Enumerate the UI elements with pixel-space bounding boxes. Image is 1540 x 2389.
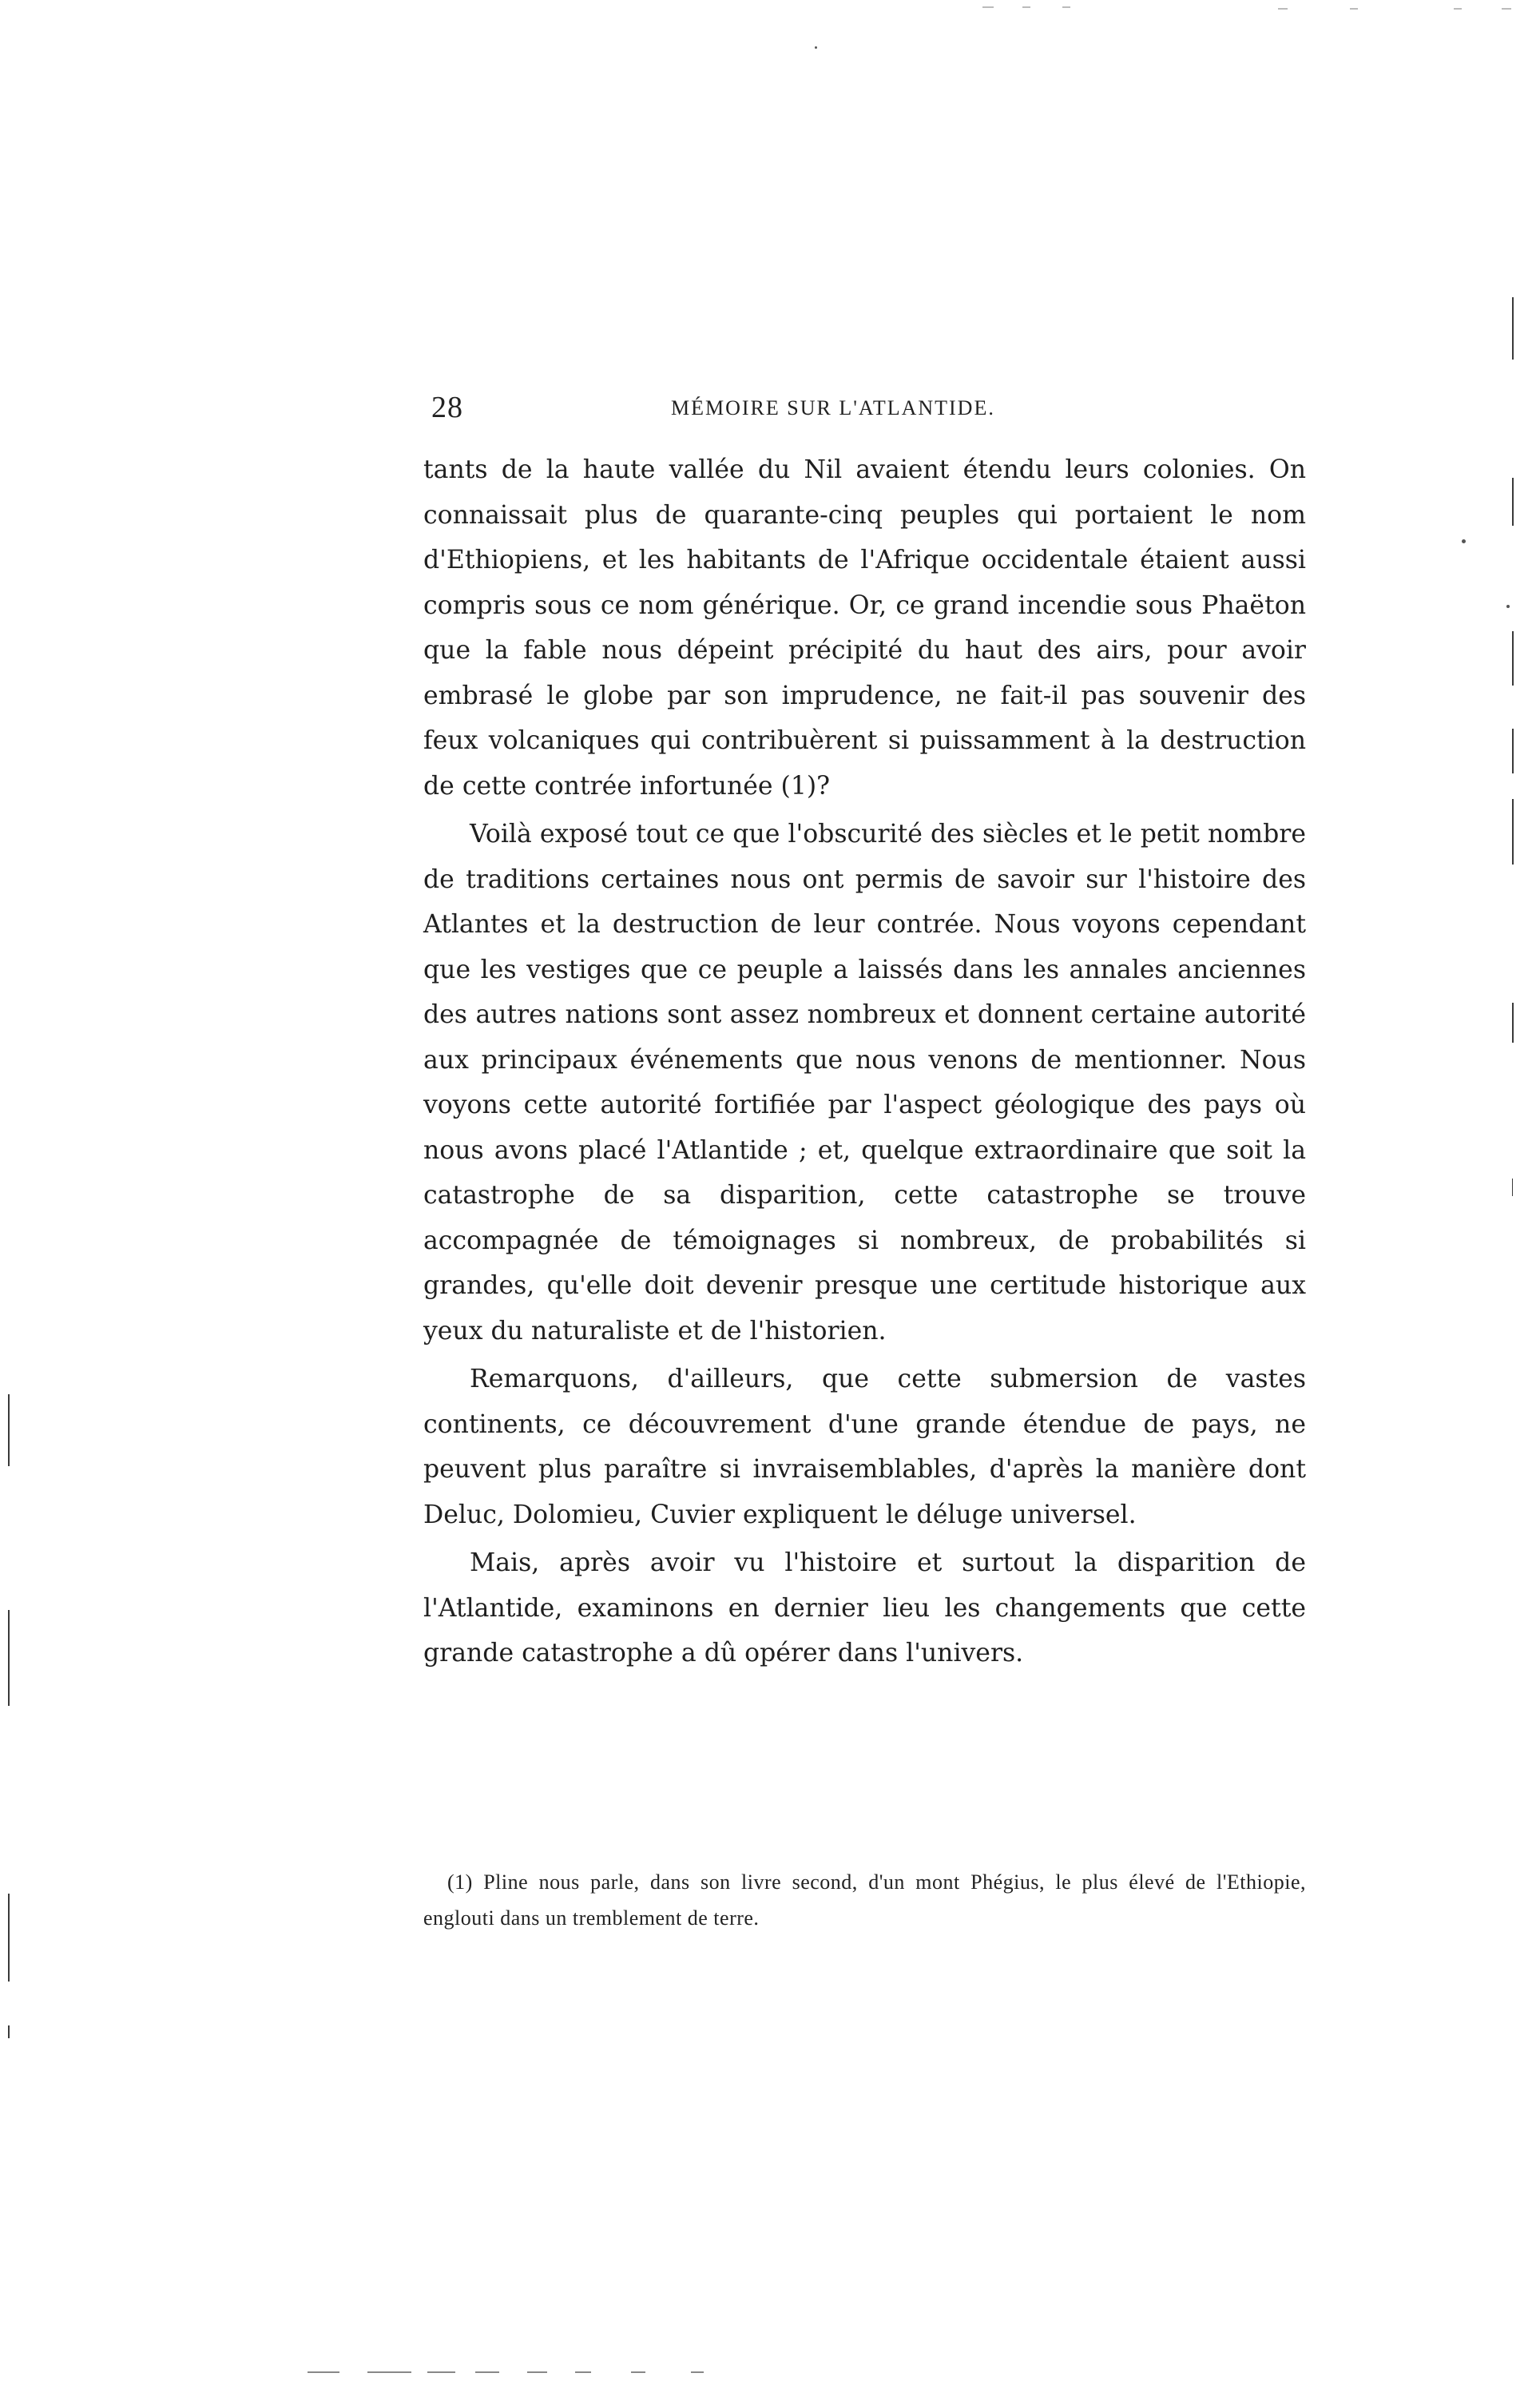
scan-top-dash	[1454, 8, 1462, 10]
scan-bottom-dash	[308, 2371, 339, 2373]
paragraph: Remarquons, d'ailleurs, que cette submersion de vastes continents, ce découvrement d'une grande étendue de pays, ne peuvent plus paraître si invraisemblables, d'après la manière dont Deluc, Dolomieu, Cuvier expliquent le déluge universel.	[423, 1365, 1306, 1529]
page-number: 28	[431, 391, 463, 424]
running-title: MÉMOIRE SUR L'ATLANTIDE.	[671, 396, 995, 419]
paragraph-continuation: tants de la haute vallée du Nil avaient étendu leurs colonies. On connaissait plus de quarante-cinq peuples qui portaient le nom d'Ethiopiens, et les habitants de l'Afrique occidentale étaient aussi compris sous ce nom générique. Or, ce grand incendie sous Phaëton que la fable nous dépeint précipité du haut des airs, pour avoir embrasé le globe par son imprudence, ne fait-il pas souvenir des feux volcaniques qui contribuèrent si puissamment à la destruction de cette contrée infortunée (1)?	[423, 455, 1306, 801]
footnote: (1) Pline nous parle, dans son livre second, d'un mont Phégius, le plus élevé de l'Ethiopie, englouti dans un tremblement de terre.	[423, 1870, 1306, 1930]
body-text	[423, 447, 1306, 1676]
scan-edge-mark	[1512, 631, 1514, 686]
scan-edge-mark	[8, 1610, 10, 1706]
page-header	[423, 390, 1310, 438]
scan-top-dash	[1022, 6, 1030, 8]
scan-bottom-dash	[367, 2371, 411, 2373]
scan-top-dash	[982, 6, 994, 8]
scan-edge-mark	[8, 1394, 10, 1466]
scan-speck	[1506, 605, 1510, 608]
paragraph: Voilà exposé tout ce que l'obscurité des siècles et le petit nombre de traditions certaines nous ont permis de savoir sur l'histoire des Atlantes et la destruction de leur contrée. Nous voyons cependant que les vestiges que ce peuple a laissés dans les annales anciennes des autres nations sont assez nombreux et donnent certaine autorité aux principaux événements que nous venons de mentionner. Nous voyons cette autorité fortifiée par l'aspect géologique des pays où nous avons placé l'Atlantide ; et, quelque extraordinaire que soit la catastrophe de sa disparition, cette catastrophe se trouve accompagnée de témoignages si nombreux, de probabilités si grandes, qu'elle doit devenir presque une certitude historique aux yeux du naturaliste et de l'historien.	[423, 820, 1306, 1346]
scan-edge-mark	[1512, 478, 1514, 526]
paragraph: Mais, après avoir vu l'histoire et surtout la disparition de l'Atlantide, examinons en dernier lieu les changements que cette grande catastrophe a dû opérer dans l'univers.	[423, 1548, 1306, 1668]
scan-speck	[815, 46, 817, 49]
scan-speck	[1462, 539, 1466, 543]
scan-bottom-dash	[427, 2371, 455, 2373]
scan-top-dash	[1350, 8, 1358, 10]
scan-top-dash	[1062, 6, 1070, 8]
scan-bottom-dash	[691, 2371, 704, 2373]
scan-top-dash	[1502, 8, 1511, 10]
scan-edge-mark	[1512, 297, 1514, 360]
scan-edge-mark	[1512, 799, 1514, 865]
scan-edge-mark	[1512, 729, 1514, 773]
scan-bottom-dash	[631, 2371, 645, 2373]
scan-bottom-dash	[475, 2371, 499, 2373]
scan-bottom-dash	[575, 2371, 591, 2373]
scan-edge-mark	[8, 1894, 10, 1982]
scan-bottom-dash	[527, 2371, 547, 2373]
scan-edge-mark	[8, 2025, 10, 2038]
scan-top-dash	[1278, 8, 1288, 10]
scan-edge-mark	[1512, 1179, 1513, 1196]
scan-edge-mark	[1512, 1003, 1514, 1043]
